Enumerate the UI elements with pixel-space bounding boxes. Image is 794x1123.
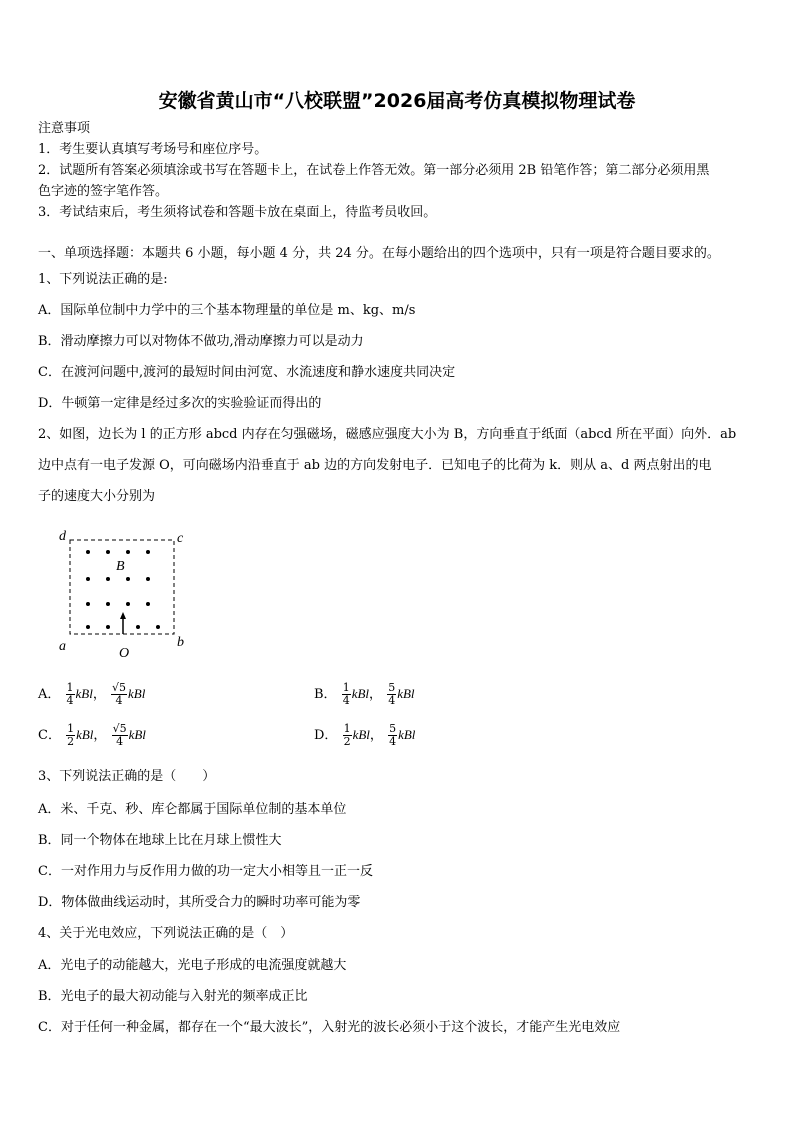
label-d: d [59, 529, 66, 544]
q4-option-a: A．光电子的动能越大，光电子形成的电流强度就越大 [38, 958, 347, 973]
q1-option-c: C．在渡河问题中,渡河的最短时间由河宽、水流速度和静水速度共同决定 [38, 365, 456, 380]
q3-option-c: C．一对作用力与反作用力做的功一定大小相等且一正一反 [38, 864, 373, 879]
q2-stem-line2: 边中点有一电子发源 O，可向磁场内沿垂直于 ab 边的方向发射电子．已知电子的比荷为 k．则从 a、d 两点射出的电 [38, 458, 712, 473]
label-O: O [119, 646, 130, 661]
q4-option-b: B．光电子的最大初动能与入射光的频率成正比 [38, 989, 308, 1004]
q2-stem-line3: 子的速度大小分别为 [38, 489, 156, 504]
magnetic-field-figure [55, 528, 195, 663]
q3-stem: 3、下列说法正确的是（ ） [38, 769, 216, 784]
label-c: c [177, 531, 184, 546]
q3-option-a: A．米、千克、秒、库仑都属于国际单位制的基本单位 [38, 802, 347, 817]
q2-option-d: D． $\frac{1}{2}$ kBl， $\frac{5}{4}$ kBl [314, 722, 416, 748]
q1-option-b: B．滑动摩擦力可以对物体不做功,滑动摩擦力可以是动力 [38, 334, 364, 349]
q2-option-b: B． $\frac{1}{4}$ kBl， $\frac{5}{4}$ kBl [314, 681, 415, 707]
q3-option-b: B．同一个物体在地球上比在月球上惯性大 [38, 833, 282, 848]
notice-heading: 注意事项 [38, 121, 91, 136]
q2-option-a: A． $\frac{1}{4}$ kBl， $\frac{√5}{4}$ kBl [38, 681, 146, 707]
square-boundary [70, 540, 174, 634]
notice-item-3: 3．考试结束后，考生须将试卷和答题卡放在桌面上，待监考员收回。 [38, 205, 437, 220]
q4-option-c: C．对于任何一种金属，都存在一个“最大波长”，入射光的波长必须小于这个波长，才能产生光电效应 [38, 1020, 621, 1035]
q1-stem: 1、下列说法正确的是: [38, 272, 168, 287]
label-B: B [116, 559, 125, 574]
q1-option-d: D．牛顿第一定律是经过多次的实验验证而得出的 [38, 396, 322, 411]
label-b: b [177, 635, 184, 650]
page-title: 安徽省黄山市“八校联盟”2026届高考仿真模拟物理试卷 [158, 90, 636, 112]
notice-item-1: 1．考生要认真填写考场号和座位序号。 [38, 142, 268, 157]
q3-option-d: D．物体做曲线运动时，其所受合力的瞬时功率可能为零 [38, 895, 361, 910]
arrow-head-icon [120, 612, 126, 619]
q2-stem-line1: 2、如图，边长为 l 的正方形 abcd 内存在匀强磁场，磁感应强度大小为 B，方向垂直于纸面（abcd 所在平面）向外．ab [38, 427, 737, 442]
q1-option-a: A．国际单位制中力学中的三个基本物理量的单位是 m、kg、m/s [38, 303, 416, 318]
q4-stem: 4、关于光电效应，下列说法正确的是（ ） [38, 926, 294, 941]
section-heading: 一、单项选择题：本题共 6 小题，每小题 4 分，共 24 分。在每小题给出的四个选项中，只有一项是符合题目要求的。 [38, 246, 720, 261]
field-dots [86, 550, 170, 629]
notice-item-2-cont: 色字迹的签字笔作答。 [38, 184, 169, 199]
notice-item-2: 2．试题所有答案必须填涂或书写在答题卡上，在试卷上作答无效。第一部分必须用 2B 铅笔作答；第二部分必须用黑 [38, 163, 710, 178]
label-a: a [59, 639, 66, 654]
q2-option-c: C． $\frac{1}{2}$ kBl， $\frac{√5}{4}$ kBl [38, 722, 146, 748]
